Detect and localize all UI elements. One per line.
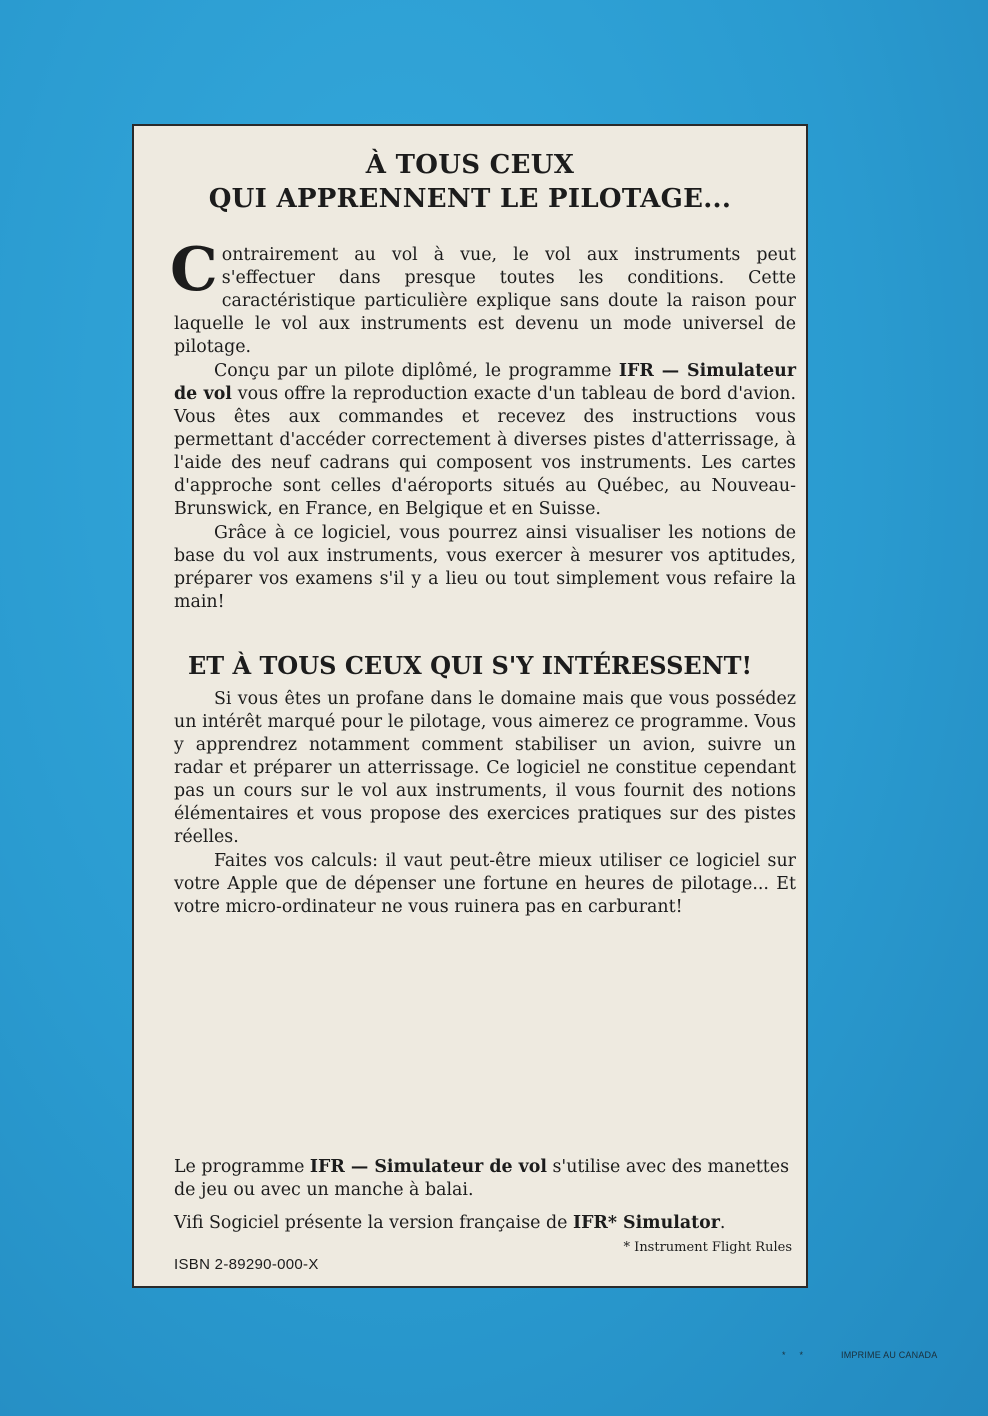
publisher-note: [174, 1212, 796, 1235]
publisher-note-b: .: [719, 1213, 726, 1233]
title-line-1: À TOUS CEUX: [365, 150, 575, 180]
paragraph-2: [174, 360, 796, 521]
title-line-2: QUI APPRENNENT LE PILOTAGE...: [208, 184, 732, 214]
usage-note-b: s'utilise avec des manettes de jeu ou avec un manche à balai.: [174, 1157, 790, 1200]
paragraph-1: [170, 235, 796, 359]
back-cover-panel: [132, 124, 808, 1288]
intro-section: [170, 235, 796, 615]
paragraph-5: Faites vos calculs: il vaut peut-être mieux utiliser ce logiciel sur votre Apple que de dépenser une fortune en heures de pilotage... Et votre micro-ordinateur ne vous ruinera pas en carburant!: [174, 851, 796, 917]
footnote: * Instrument Flight Rules: [623, 1240, 792, 1255]
subheading: ET À TOUS CEUX QUI S'Y INTÉRESSENT!: [187, 651, 753, 680]
usage-note-a: Le programme: [174, 1157, 310, 1177]
usage-product-name: IFR — Simulateur de vol: [309, 1157, 547, 1177]
printed-label: IMPRIME AU CANADA: [841, 1350, 938, 1360]
original-title: IFR* Simulator: [572, 1213, 720, 1233]
paragraph-2-text-a: Conçu par un pilote diplômé, le programme: [214, 361, 619, 381]
publisher-note-a: Vifi Sogiciel présente la version française de: [174, 1213, 573, 1233]
paragraph-3: Grâce à ce logiciel, vous pourrez ainsi visualiser les notions de base du vol aux instruments, vous exercer à mesurer vos aptitudes, préparer vos examens s'il y a lieu ou tout simplement vous refaire la main!: [174, 523, 796, 612]
isbn: ISBN 2-89290-000-X: [174, 1256, 319, 1273]
paragraph-2-text-b: vous offre la reproduction exacte d'un tableau de bord d'avion. Vous êtes aux commandes et recevez des instructions vous permettant d'accéder correctement à diverses pistes d'atterrissage, à l'aide des neuf cadrans qui composent vos instruments. Les cartes d'approche sont celles d'aéroports situés au Québec, au Nouveau-Brunswick, en France, en Belgique et en Suisse.: [174, 384, 796, 519]
usage-note: [174, 1156, 796, 1202]
paragraph-4: Si vous êtes un profane dans le domaine mais que vous possédez un intérêt marqué pour le pilotage, vous aimerez ce programme. Vous y apprendrez notamment comment stabiliser un avion, suivre un radar et préparer un atterrissage. Ce logiciel ne constitue cependant pas un cours sur le vol aux instruments, il vous fournit des notions élémentaires et vous propose des exercices pratiques sur des pistes réelles.: [174, 689, 796, 847]
printed-in-canada: [782, 1350, 937, 1360]
paragraph-1-text: ontrairement au vol à vue, le vol aux instruments peut s'effectuer dans presque toutes les conditions. Cette caractéristique particulière explique sans doute la raison pour laquelle le vol aux instruments est devenu un mode universel de pilotage.: [174, 245, 796, 357]
product-name: IFR — Simulateur de vol: [174, 361, 796, 404]
stars-mark: **: [782, 1350, 818, 1360]
second-section: [174, 688, 796, 920]
drop-cap: C: [170, 235, 218, 305]
